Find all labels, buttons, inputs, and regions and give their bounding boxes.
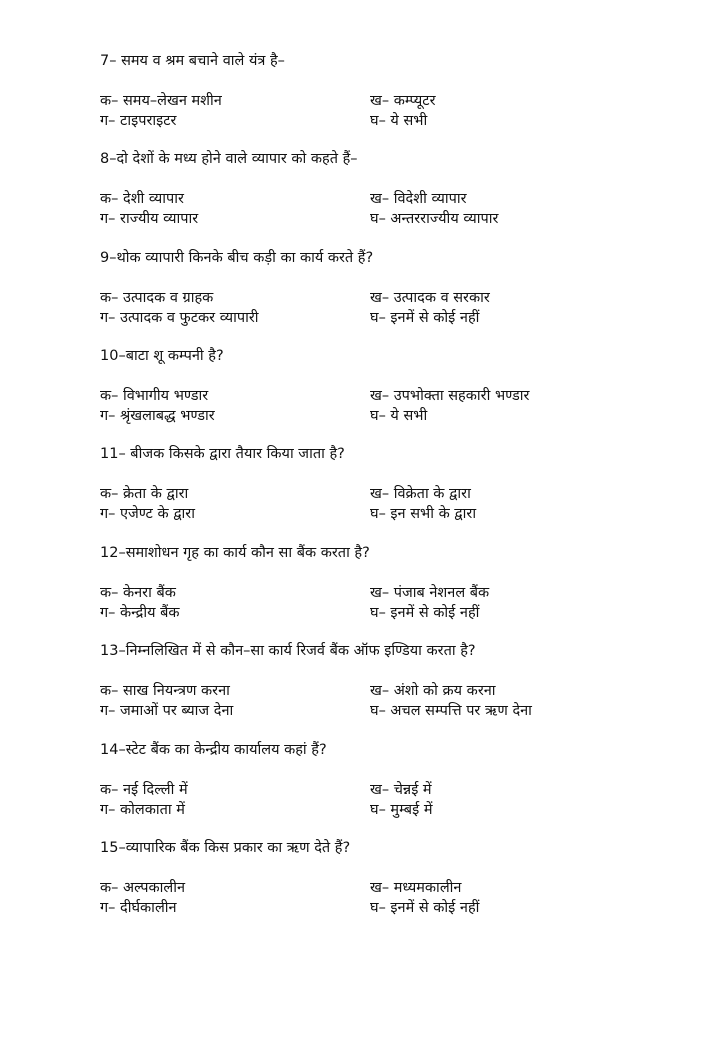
question-text: 7– समय व श्रम बचाने वाले यंत्र है–: [100, 53, 285, 69]
question-text: 14–स्टेट बैंक का केन्द्रीय कार्यालय कहां हैं?: [100, 742, 327, 758]
question-text: 11– बीजक किसके द्वारा तैयार किया जाता है?: [100, 446, 345, 462]
options: [100, 878, 700, 918]
option-gha: घ– अन्तरराज्यीय व्यापार: [370, 211, 499, 227]
option-kha: ख– उत्पादक व सरकार: [370, 290, 490, 306]
options: [100, 288, 700, 328]
question-text: 9–थोक व्यापारी किनके बीच कड़ी का कार्य करते हैं?: [100, 250, 374, 266]
question-14: [100, 740, 700, 820]
question-13: [100, 641, 700, 721]
option-ka: क– समय–लेखन मशीन: [100, 93, 222, 109]
option-kha: ख– कम्प्यूटर: [370, 93, 436, 109]
option-ka: क– उत्पादक व ग्राहक: [100, 290, 214, 306]
options: [100, 189, 700, 229]
options: [100, 583, 700, 623]
option-gha: घ– अचल सम्पत्ति पर ऋण देना: [370, 703, 532, 719]
option-gha: घ– इन सभी के द्वारा: [370, 506, 477, 522]
option-ga: ग– जमाओं पर ब्याज देना: [100, 703, 234, 719]
option-ka: क– क्रेता के द्वारा: [100, 486, 189, 502]
option-ka: क– केनरा बैंक: [100, 585, 176, 601]
question-12: [100, 543, 700, 623]
option-ka: क– देशी व्यापार: [100, 191, 184, 207]
options: [100, 484, 700, 524]
option-ga: ग– राज्यीय व्यापार: [100, 211, 199, 227]
option-ka: क– साख नियन्त्रण करना: [100, 683, 230, 699]
option-ga: ग– केन्द्रीय बैंक: [100, 605, 180, 621]
option-gha: घ– इनमें से कोई नहीं: [370, 310, 480, 326]
options: [100, 91, 700, 131]
options: [100, 681, 700, 721]
option-ga: ग– दीर्घकालीन: [100, 900, 177, 916]
question-7: [100, 51, 700, 131]
option-gha: घ– ये सभी: [370, 408, 428, 424]
option-ga: ग– एजेण्ट के द्वारा: [100, 506, 195, 522]
option-kha: ख– विदेशी व्यापार: [370, 191, 467, 207]
question-text: 8–दो देशों के मध्य होने वाले व्यापार को कहते हैं–: [100, 151, 358, 167]
option-kha: ख– मध्यमकालीन: [370, 880, 462, 896]
option-gha: घ– मुम्बई में: [370, 802, 433, 818]
question-text: 12–समाशोधन गृह का कार्य कौन सा बैंक करता है?: [100, 545, 370, 561]
question-text: 10–बाटा शू कम्पनी है?: [100, 348, 224, 364]
question-text: 15–व्यापारिक बैंक किस प्रकार का ऋण देते हैं?: [100, 840, 351, 856]
options: [100, 386, 700, 426]
option-ga: ग– श्रृंखलाबद्ध भण्डार: [100, 408, 215, 424]
option-gha: घ– इनमें से कोई नहीं: [370, 900, 480, 916]
option-ga: ग– टाइपराइटर: [100, 113, 177, 129]
option-ka: क– नई दिल्ली में: [100, 782, 188, 798]
option-kha: ख– विक्रेता के द्वारा: [370, 486, 471, 502]
option-ga: ग– उत्पादक व फुटकर व्यापारी: [100, 310, 259, 326]
options: [100, 780, 700, 820]
question-11: [100, 444, 700, 524]
question-9: [100, 248, 700, 328]
option-kha: ख– चेन्नई में: [370, 782, 432, 798]
option-kha: ख– अंशो को क्रय करना: [370, 683, 496, 699]
question-15: [100, 838, 700, 918]
option-gha: घ– ये सभी: [370, 113, 428, 129]
option-ka: क– विभागीय भण्डार: [100, 388, 209, 404]
option-kha: ख– उपभोक्ता सहकारी भण्डार: [370, 388, 530, 404]
question-10: [100, 346, 700, 426]
question-8: [100, 149, 700, 229]
option-ga: ग– कोलकाता में: [100, 802, 185, 818]
option-ka: क– अल्पकालीन: [100, 880, 186, 896]
option-kha: ख– पंजाब नेशनल बैंक: [370, 585, 490, 601]
option-gha: घ– इनमें से कोई नहीं: [370, 605, 480, 621]
question-text: 13–निम्नलिखित में से कौन–सा कार्य रिजर्व बैंक ऑफ इण्डिया करता है?: [100, 643, 476, 659]
